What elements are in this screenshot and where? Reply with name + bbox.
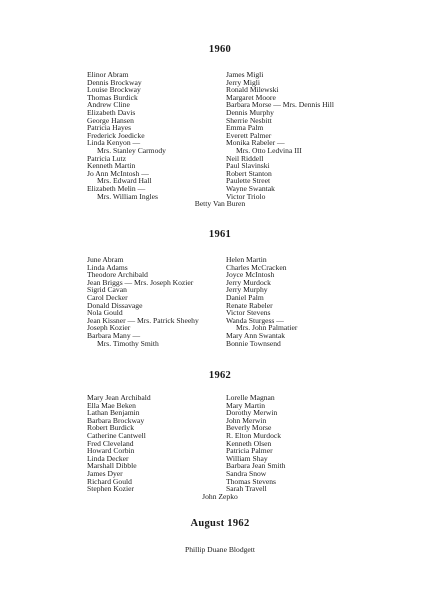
list-item: Jerry Murdock: [226, 277, 271, 287]
list-item: Jo Ann McIntosh —: [87, 168, 149, 178]
names-1962-center: John Zepko: [202, 492, 238, 501]
list-item: George Hansen: [87, 115, 134, 125]
list-item: Ronald Milewski: [226, 85, 279, 95]
list-item: Barbara Jean Smith: [226, 461, 286, 471]
list-item: Bonnie Townsend: [226, 338, 281, 348]
list-item: Sigrid Cavan: [87, 285, 127, 295]
list-item: Jerry Murphy: [226, 285, 268, 295]
list-item: Wanda Sturgess —: [226, 315, 284, 325]
list-item: Victor Stevens: [226, 308, 271, 318]
list-item: Lorelle Magnan: [226, 393, 275, 402]
list-item: Dennis Brockway: [87, 77, 142, 87]
list-item: Dorothy Merwin: [226, 408, 278, 418]
list-item: Barbara Morse — Mrs. Dennis Hill: [226, 100, 334, 110]
list-item: Monika Rabeler —: [226, 138, 285, 148]
list-item: Beverly Morse: [226, 423, 272, 433]
list-item: Sherrie Nesbitt: [226, 115, 272, 125]
names-august-1962-center: Phillip Duane Blodgett: [184, 545, 256, 554]
year-heading-1960: 1960: [208, 44, 232, 55]
year-heading-1961: 1961: [208, 229, 232, 240]
list-item: Lathan Benjamin: [87, 408, 140, 418]
list-item: Richard Gould: [87, 476, 132, 486]
list-item: Elinor Abram: [87, 70, 129, 79]
list-item: James Migli: [226, 70, 264, 79]
list-item: Kenneth Martin: [87, 161, 136, 171]
list-item: Helen Martin: [226, 255, 267, 264]
list-item: John Merwin: [226, 415, 267, 425]
list-item: Neil Riddell: [226, 153, 264, 163]
year-heading-august-1962: August 1962: [190, 518, 250, 529]
names-1962-left: [87, 394, 151, 493]
names-1960-right: [226, 71, 334, 200]
list-item: Mary Jean Archibald: [87, 393, 151, 402]
list-item: Joseph Kozier: [87, 323, 131, 333]
list-item: Ella Mae Beken: [87, 400, 136, 410]
list-item: Joyce McIntosh: [226, 270, 275, 280]
list-item: Kenneth Olsen: [226, 438, 272, 448]
list-item: Thomas Burdick: [87, 92, 138, 102]
list-item: Nola Gould: [87, 308, 123, 318]
list-item: Paulette Street: [226, 176, 271, 186]
list-item: Howard Corbin: [87, 446, 135, 456]
list-item: Marshall Dibble: [87, 461, 137, 471]
list-item: Mrs. Stanley Carmody: [97, 145, 166, 155]
list-item: Elizabeth Melin —: [87, 183, 146, 193]
list-item: Robert Stanton: [226, 168, 272, 178]
list-item: Elizabeth Davis: [87, 107, 136, 117]
list-item: Mrs. John Palmatier: [236, 323, 298, 333]
list-item: Linda Decker: [87, 453, 129, 463]
list-item: Paul Slavinski: [226, 161, 270, 171]
list-item: Louise Brockway: [87, 85, 141, 95]
list-item: Patricia Lutz: [87, 153, 127, 163]
list-item: Mary Ann Swantak: [226, 330, 286, 340]
names-1961-left: [87, 256, 199, 347]
list-item: William Shay: [226, 453, 268, 463]
list-item: Patricia Hayes: [87, 123, 132, 133]
list-item: Dennis Murphy: [226, 107, 274, 117]
year-heading-1962: 1962: [208, 370, 232, 381]
list-item: Thomas Stevens: [226, 476, 276, 486]
list-item: Barbara Brockway: [87, 415, 145, 425]
list-item: Robert Burdick: [87, 423, 135, 433]
list-item: June Abram: [87, 255, 124, 264]
list-item: Linda Adams: [87, 262, 128, 272]
list-item: Patricia Palmer: [226, 446, 273, 456]
list-item: Sandra Snow: [226, 468, 267, 478]
list-item: Victor Triolo: [226, 191, 266, 201]
list-item: Mrs. Otto Ledvina III: [236, 145, 302, 155]
list-item: Wayne Swantak: [226, 183, 275, 193]
names-1960-left: [87, 71, 166, 200]
list-item: Barbara Many —: [87, 330, 141, 340]
list-item: James Dyer: [87, 468, 123, 478]
list-item: Mrs. Timothy Smith: [97, 338, 159, 348]
list-item: Theodore Archibald: [87, 270, 148, 280]
names-1960-center: Betty Van Buren: [194, 199, 246, 208]
list-item: Emma Palm: [226, 123, 264, 133]
list-item: Charles McCracken: [226, 262, 287, 272]
list-item: Mrs. William Ingles: [97, 191, 158, 201]
list-item: Margaret Moore: [226, 92, 276, 102]
list-item: Stephen Kozier: [87, 484, 135, 494]
list-item: Jean Kissner — Mrs. Patrick Sheehy: [87, 315, 199, 325]
list-item: Sarah Travell: [226, 484, 267, 494]
list-item: Fred Cleveland: [87, 438, 134, 448]
list-item: Andrew Cline: [87, 100, 130, 110]
list-item: Linda Kenyon —: [87, 138, 141, 148]
list-item: Everett Palmer: [226, 130, 272, 140]
list-item: Mrs. Edward Hall: [97, 176, 152, 186]
list-item: Frederick Joedicke: [87, 130, 145, 140]
list-item: Renate Rabeler: [226, 300, 273, 310]
list-item: Jean Briggs — Mrs. Joseph Kozier: [87, 277, 194, 287]
list-item: Carol Decker: [87, 292, 128, 302]
names-1962-right: [226, 394, 285, 493]
list-item: Jerry Migli: [226, 77, 260, 87]
list-item: R. Elton Murdock: [226, 430, 282, 440]
list-item: Daniel Palm: [226, 292, 264, 302]
list-item: Mary Martin: [226, 400, 266, 410]
list-item: Catherine Cantwell: [87, 430, 146, 440]
list-item: Donald Dissavage: [87, 300, 143, 310]
names-1961-right: [226, 256, 297, 347]
